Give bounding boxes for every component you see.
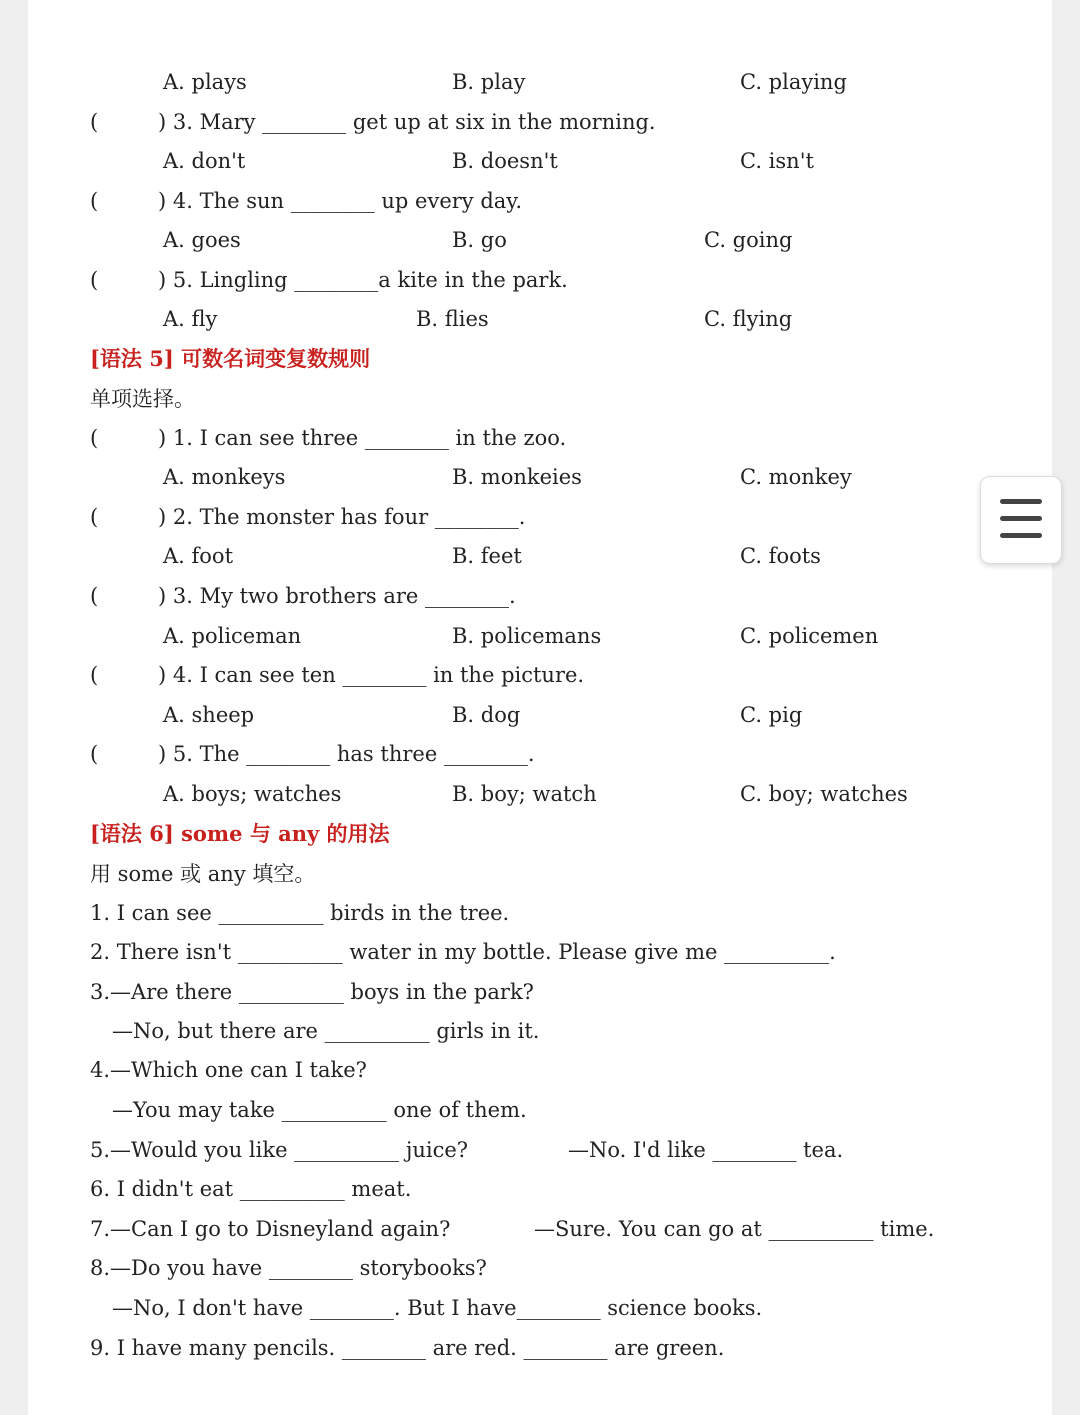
option-b: B. monkeies [452,465,582,489]
question-options [28,67,1052,97]
menu-bar [1000,499,1042,504]
option-a: A. sheep [163,703,255,727]
section-heading: [语法 6] some 与 any 的用法 [90,821,390,846]
option-b: B. dog [452,703,521,727]
option-c: C. boy; watches [740,782,908,806]
answer-bracket: ( [90,663,99,687]
option-a: A. foot [163,544,234,568]
fill-in-line: 2. There isn't __________ water in my bottle. Please give me __________. [90,940,836,964]
menu-bar [1000,516,1042,521]
fill-in-line: 3.—Are there __________ boys in the park? [90,980,534,1004]
option-b: B. play [452,70,526,94]
question-stem [28,660,1052,690]
option-a: A. boys; watches [163,782,342,806]
question-options [28,621,1052,651]
question-stem [28,581,1052,611]
question-text: ) 4. I can see ten ________ in the picture. [158,663,585,687]
fill-in-line: 9. I have many pencils. ________ are red. ________ are green. [90,1336,725,1360]
option-b: B. go [452,228,507,252]
question-text: ) 1. I can see three ________ in the zoo. [158,426,567,450]
option-c: C. isn't [740,149,814,173]
question-stem [28,265,1052,295]
option-b: B. policemans [452,624,602,648]
answer-bracket: ( [90,584,99,608]
question-options [28,304,1052,334]
fill-in-line: —No, I don't have ________. But I have________ science books. [112,1296,763,1320]
question-options [28,700,1052,730]
question-stem [28,739,1052,769]
fill-in-line: 4.—Which one can I take? [90,1058,367,1082]
question-text: ) 2. The monster has four ________. [158,505,526,529]
section-instruction: 单项选择。 [90,387,195,411]
fill-in-line: 7.—Can I go to Disneyland again? —Sure. You can go at __________ time. [28,1214,1052,1244]
question-text: ) 3. Mary ________ get up at six in the morning. [158,110,656,134]
question-text: ) 5. Lingling ________a kite in the park. [158,268,568,292]
question-options [28,462,1052,492]
option-c: C. pig [740,703,803,727]
question-text: ) 3. My two brothers are ________. [158,584,516,608]
option-c: C. foots [740,544,821,568]
answer-bracket: ( [90,426,99,450]
section-instruction: 用 some 或 any 填空。 [90,862,316,886]
reply-text: —Sure. You can go at __________ time. [534,1217,935,1241]
question-stem [28,186,1052,216]
fill-in-line: 5.—Would you like __________ juice? —No. I'd like ________ tea. [28,1135,1052,1165]
section-heading: [语法 5] 可数名词变复数规则 [90,346,371,371]
question-text: ) 5. The ________ has three ________. [158,742,535,766]
option-a: A. don't [163,149,246,173]
fill-in-line: 6. I didn't eat __________ meat. [90,1177,412,1201]
option-a: A. fly [163,307,218,331]
menu-bar [1000,533,1042,538]
question-stem [28,107,1052,137]
answer-bracket: ( [90,742,99,766]
worksheet-page [28,0,1052,1415]
question-stem [28,502,1052,532]
option-c: C. playing [740,70,847,94]
option-a: A. plays [163,70,247,94]
option-c: C. policemen [740,624,879,648]
option-a: A. policeman [163,624,302,648]
fill-in-line: —You may take __________ one of them. [112,1098,527,1122]
answer-bracket: ( [90,110,99,134]
option-a: A. goes [163,228,241,252]
option-b: B. boy; watch [452,782,597,806]
reply-text: —No. I'd like ________ tea. [568,1138,844,1162]
question-options [28,146,1052,176]
fill-in-line: 8.—Do you have ________ storybooks? [90,1256,487,1280]
fill-in-line: 1. I can see __________ birds in the tree. [90,901,510,925]
menu-button[interactable] [980,476,1062,564]
answer-bracket: ( [90,505,99,529]
option-c: C. flying [704,307,793,331]
question-text: ) 4. The sun ________ up every day. [158,189,523,213]
fill-in-line: —No, but there are __________ girls in it. [112,1019,540,1043]
answer-bracket: ( [90,268,99,292]
question-stem [28,423,1052,453]
option-b: B. feet [452,544,522,568]
option-b: B. doesn't [452,149,558,173]
question-options [28,779,1052,809]
question-options [28,225,1052,255]
option-a: A. monkeys [163,465,286,489]
option-c: C. monkey [740,465,852,489]
option-b: B. flies [416,307,489,331]
option-c: C. going [704,228,793,252]
question-options [28,541,1052,571]
answer-bracket: ( [90,189,99,213]
